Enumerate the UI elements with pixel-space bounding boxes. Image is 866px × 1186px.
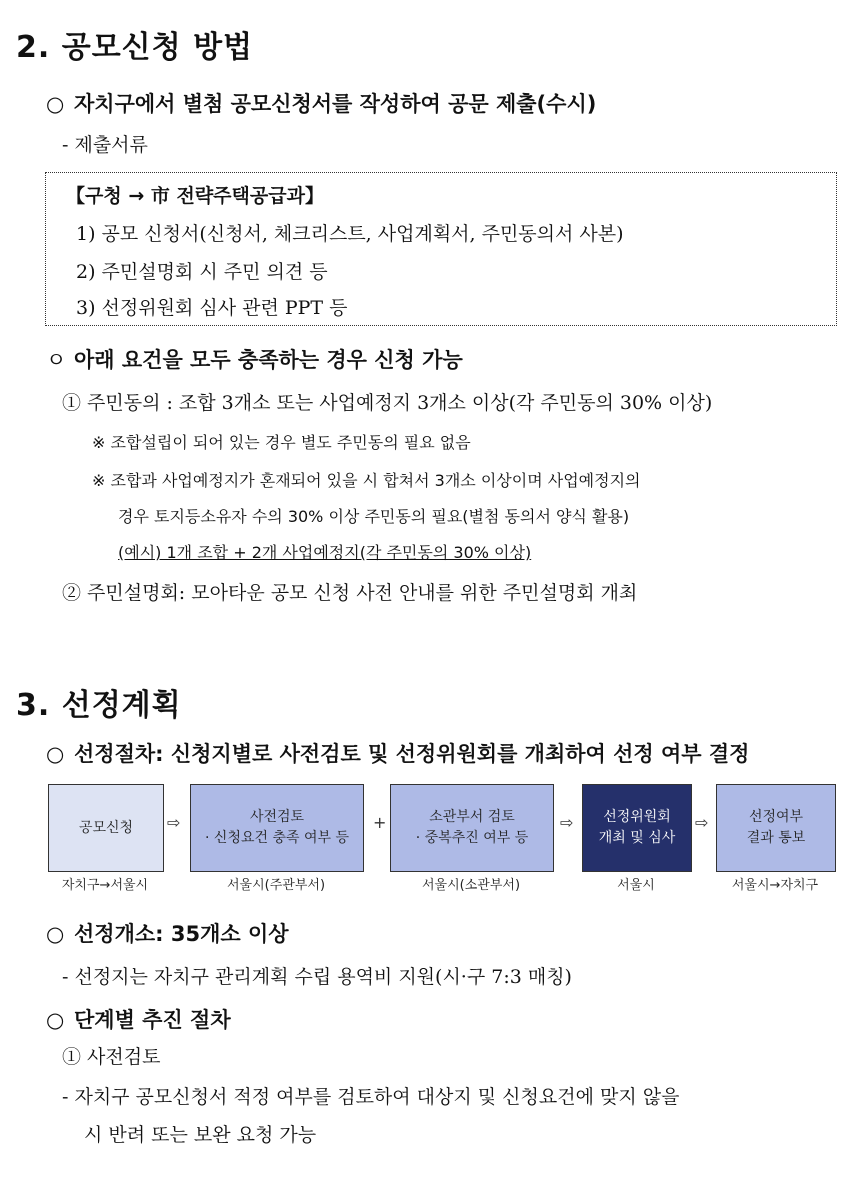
bullet-submit-method bbox=[46, 88, 596, 118]
bullet-mark: ○ bbox=[46, 742, 65, 766]
section-title: 2. 공모신청 방법 bbox=[16, 30, 254, 65]
flow-step-line1: 사전검토 bbox=[249, 809, 305, 825]
note-mixed: ※ 조합과 사업예정지가 혼재되어 있을 시 합쳐서 3개소 이상이며 사업예정지의 bbox=[92, 471, 641, 490]
flow-label: 서울시→자치구 bbox=[731, 878, 819, 893]
bullet-selection-count bbox=[46, 918, 289, 948]
flow-step-dept-review bbox=[390, 784, 554, 872]
note-example: (예시) 1개 조합 + 2개 사업예정지(각 주민동의 30% 이상) bbox=[118, 543, 532, 562]
requirement-consent: ① 주민동의 : 조합 3개소 또는 사업예정지 3개소 이상(각 주민동의 30% 이상) bbox=[62, 392, 713, 414]
bullet-text: 아래 요건을 모두 충족하는 경우 신청 가능 bbox=[74, 348, 463, 372]
submission-docs-box bbox=[45, 172, 837, 326]
note-union: ※ 조합설립이 되어 있는 경우 별도 주민동의 필요 없음 bbox=[92, 433, 471, 452]
bullet-text: 선정개소: 35개소 이상 bbox=[74, 922, 289, 946]
flow-step-line2: 결과 통보 bbox=[746, 830, 806, 846]
bullet-stage-procedure bbox=[46, 1004, 231, 1034]
selection-support: - 선정지는 자치구 관리계획 수립 용역비 지원(시·구 7:3 매칭) bbox=[62, 966, 572, 988]
bullet-requirements bbox=[46, 344, 463, 374]
flow-plus-icon: + bbox=[373, 813, 387, 832]
flow-step-prereview bbox=[190, 784, 364, 872]
flow-arrow-icon: ⇨ bbox=[560, 813, 574, 832]
flow-step-line2: 개최 및 심사 bbox=[598, 830, 676, 846]
flow-step-line1: 선정여부 bbox=[748, 809, 804, 825]
box-title: 【구청 → 市 전략주택공급과】 bbox=[66, 185, 324, 207]
bullet-text: 선정절차: 신청지별로 사전검토 및 선정위원회를 개최하여 선정 여부 결정 bbox=[74, 742, 750, 766]
flow-step-line2: · 중복추진 여부 등 bbox=[415, 830, 529, 846]
note-mixed-cont: 경우 토지등소유자 수의 30% 이상 주민동의 필요(별첨 동의서 양식 활용) bbox=[118, 507, 630, 526]
flow-step-notify bbox=[716, 784, 836, 872]
flow-arrow-icon: ⇨ bbox=[167, 813, 181, 832]
section-title: 3. 선정계획 bbox=[16, 688, 182, 723]
flow-step-committee bbox=[582, 784, 692, 872]
flow-label: 서울시(주관부서) bbox=[226, 878, 326, 893]
bullet-mark: ㅇ bbox=[46, 348, 67, 372]
flow-step-line2: · 신청요건 충족 여부 등 bbox=[205, 830, 349, 846]
flow-label: 서울시(소관부서) bbox=[421, 878, 521, 893]
flow-step-apply bbox=[48, 784, 164, 872]
bullet-text: 자치구에서 별첨 공모신청서를 작성하여 공문 제출(수시) bbox=[74, 92, 597, 116]
requirement-briefing: ② 주민설명회: 모아타운 공모 신청 사전 안내를 위한 주민설명회 개최 bbox=[62, 582, 638, 604]
flow-label: 서울시 bbox=[617, 878, 655, 893]
stage-prereview-desc-cont: 시 반려 또는 보완 요청 가능 bbox=[84, 1124, 317, 1146]
doc-item: 3) 선정위원회 심사 관련 PPT 등 bbox=[76, 297, 348, 319]
flow-step-line1: 소관부서 검토 bbox=[429, 809, 515, 825]
flow-label: 자치구→서울시 bbox=[61, 878, 149, 893]
flow-step-line1: 선정위원회 bbox=[603, 809, 671, 825]
doc-item: 2) 주민설명회 시 주민 의견 등 bbox=[76, 261, 328, 283]
bullet-mark: ○ bbox=[46, 922, 65, 946]
flow-step-line1: 공모신청 bbox=[78, 819, 134, 836]
bullet-mark: ○ bbox=[46, 92, 65, 116]
bullet-text: 단계별 추진 절차 bbox=[74, 1008, 231, 1032]
stage-prereview: ① 사전검토 bbox=[62, 1046, 161, 1068]
docs-label: - 제출서류 bbox=[62, 134, 148, 156]
doc-item: 1) 공모 신청서(신청서, 체크리스트, 사업계획서, 주민동의서 사본) bbox=[76, 223, 624, 245]
flow-arrow-icon: ⇨ bbox=[695, 813, 709, 832]
bullet-selection-process bbox=[46, 738, 749, 768]
stage-prereview-desc: - 자치구 공모신청서 적정 여부를 검토하여 대상지 및 신청요건에 맞지 않을 bbox=[62, 1086, 680, 1108]
bullet-mark: ○ bbox=[46, 1008, 65, 1032]
